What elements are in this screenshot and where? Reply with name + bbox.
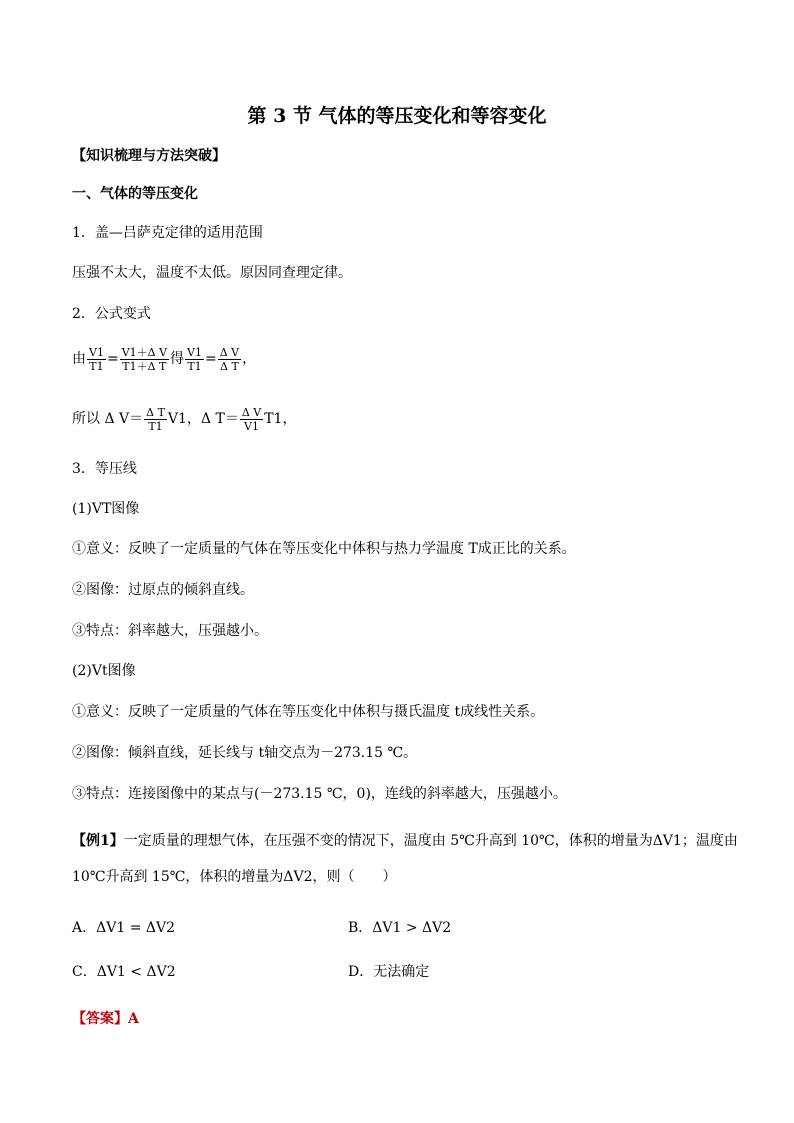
- item3-title: 3．等压线: [72, 461, 137, 477]
- example-label: 【例1】: [72, 833, 124, 849]
- formula-1-frac-4: [218, 346, 241, 373]
- option-d: D．无法确定: [348, 964, 430, 980]
- section-header: 【知识梳理与方法突破】: [72, 148, 226, 164]
- sub2-meaning: ①意义：反映了一定质量的气体在等压变化中体积与摄氏温度 t成线性关系。: [72, 704, 545, 720]
- formula-1-eq-1: =: [106, 351, 119, 367]
- formula-1-frac-3: [185, 346, 204, 373]
- answer-line: [72, 1009, 139, 1029]
- sub2-graph: ②图像：倾斜直线，延长线与 t轴交点为－273.15 ℃。: [72, 745, 418, 761]
- answer-label: 【答案】: [72, 1011, 128, 1027]
- page-title: 第 3 节 气体的等压变化和等容变化: [247, 105, 547, 127]
- formula-1-suffix: ，: [242, 351, 257, 367]
- formula-2-frac-1: [144, 406, 167, 433]
- formula-1-mid: 得: [170, 351, 185, 367]
- example-line-1: [72, 831, 738, 851]
- sub2-feature: ③特点：连接图像中的某点与(－273.15 ℃，0)，连线的斜率越大，压强越小。: [72, 786, 567, 802]
- formula-1-frac-1-num: V1: [89, 345, 104, 359]
- formula-2-prefix: 所以 Δ V＝: [72, 411, 144, 427]
- formula-1-frac-1-den: T1: [89, 359, 104, 373]
- formula-1: [72, 344, 256, 374]
- formula-1-frac-1: [87, 346, 106, 373]
- item1-text: 压强不太大，温度不太低。原因同查理定律。: [72, 265, 352, 281]
- formula-1-frac-4-num: Δ V: [219, 345, 240, 359]
- formula-2-frac-2-num: Δ V: [241, 405, 262, 419]
- formula-1-eq-2: =: [204, 351, 217, 367]
- formula-1-frac-3-den: T1: [187, 359, 202, 373]
- sub1-feature: ③特点：斜率越大，压强越小。: [72, 623, 268, 639]
- item1-title: 1．盖—吕萨克定律的适用范围: [72, 225, 263, 241]
- sub1-meaning: ①意义：反映了一定质量的气体在等压变化中体积与热力学温度 T成正比的关系。: [72, 541, 576, 557]
- formula-1-prefix: 由: [72, 351, 86, 367]
- formula-2-frac-1-den: T1: [148, 419, 163, 433]
- formula-2-after-2: T1，: [264, 411, 297, 427]
- formula-2: [72, 404, 296, 434]
- answer-value: A: [128, 1011, 139, 1027]
- formula-1-frac-4-den: Δ T: [220, 359, 239, 373]
- sub2-title: (2)Vt图像: [72, 663, 136, 679]
- formula-2-frac-2: [240, 406, 263, 433]
- formula-1-frac-2: [120, 346, 169, 373]
- formula-1-frac-3-num: V1: [187, 345, 202, 359]
- formula-2-frac-1-num: Δ T: [146, 405, 165, 419]
- heading-isobaric: 一、气体的等压变化: [72, 186, 198, 202]
- formula-2-after-1: V1，Δ T＝: [167, 411, 239, 427]
- formula-2-frac-2-den: V1: [244, 419, 259, 433]
- sub1-graph: ②图像：过原点的倾斜直线。: [72, 582, 254, 598]
- option-c: C．ΔV1 < ΔV2: [72, 964, 176, 980]
- option-a: A．ΔV1 = ΔV2: [72, 920, 175, 936]
- formula-1-frac-2-num: V1＋Δ V: [121, 345, 168, 359]
- formula-1-frac-2-den: T1＋Δ T: [122, 359, 167, 373]
- example-text-1: 一定质量的理想气体，在压强不变的情况下，温度由 5℃升高到 10℃，体积的增量为ΔV1；温度由: [123, 833, 738, 849]
- sub1-title: (1)VT图像: [72, 501, 140, 517]
- item2-title: 2．公式变式: [72, 306, 151, 322]
- option-b: B．ΔV1 > ΔV2: [348, 920, 452, 936]
- example-line-2: 10℃升高到 15℃，体积的增量为ΔV2，则（ ）: [72, 869, 397, 885]
